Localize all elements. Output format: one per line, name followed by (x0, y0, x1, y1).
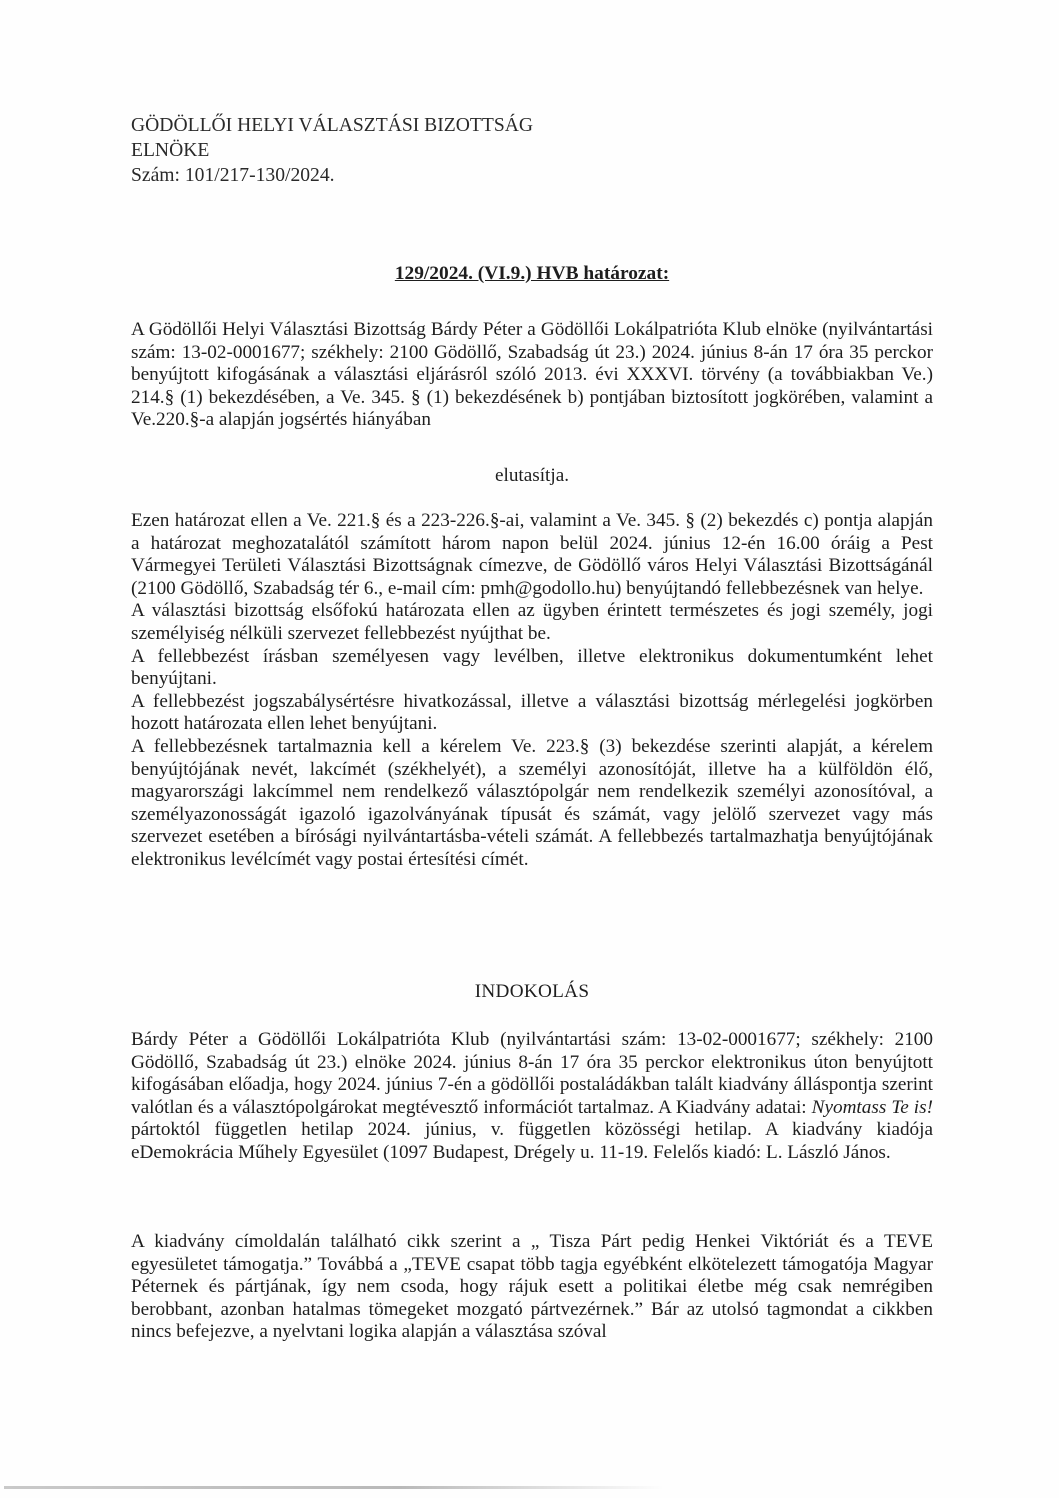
scan-edge-line (4, 1486, 664, 1489)
reasoning-heading: INDOKOLÁS (474, 981, 590, 1002)
publication-title: Nyomtass Te is! (811, 1096, 933, 1118)
document-header (131, 113, 933, 188)
reasoning-text: pártoktól független hetilap 2024. június, v. független közösségi hetilap. A kiadvány kiadója eDemokrácia Műhely Egyesület (1097 Budapest, Drégely u. 11-19. Felelős kiadó: L. László János. (131, 1119, 933, 1163)
reasoning-paragraph-2: A kiadvány címoldalán található cikk szerint a „ Tisza Párt pedig Henkei Viktóriát és a TEVE egyesületet támogatja.” Továbbá a „TEVE csapat több tagja egyébként elkötelezett támogatója Magyar Péternek és pártjának, így nem csoda, hogy rájuk esett a politikai életbe még csak nemrégiben berobbant, azonban hatalmas tömegeket mozgató pártvezérnek.” Bár az utolsó tagmondat a cikkben nincs befejezve, a nyelvtani logika alapján a választása szóval (131, 1231, 933, 1343)
appeal-paragraph: A választási bizottság elsőfokú határozata ellen az ügyben érintett természetes és jogi személy, jogi személyiség nélküli szervezet fellebbezést nyújthat be. (131, 600, 933, 644)
case-number: Szám: 101/217-130/2024. (131, 165, 335, 186)
appeal-paragraph: A fellebbezést írásban személyesen vagy levélben, illetve elektronikus dokumentumként lehet benyújtani. (131, 645, 933, 690)
reasoning-text: Bárdy Péter a Gödöllői Lokálpatrióta Klub (nyilvántartási szám: 13-02-0001677; székhely: 2100 Gödöllő, Szabadság út 23.) elnöke 2024. június 8-án 17 óra 35 perckor elektronikus úton benyújtott kifogásában előadja, hogy 2024. június 7-én a gödöllői postaládákban talált kiadvány álláspontja szerint valótlan és a választópolgárokat megtévesztő információt tartalmaz. A Kiadvány adatai: (131, 1029, 933, 1118)
resolution-title: 129/2024. (VI.9.) HVB határozat: (394, 263, 670, 284)
appeal-paragraph: Ezen határozat ellen a Ve. 221.§ és a 223-226.§-ai, valamint a Ve. 345. § (2) bekezdés c) pontja alapján a határozat meghozatalától számított három napon belül 2024. június 12-én 16.00 óráig a Pest Vármegyei Területi Választási Bizottságnak címezve, de Gödöllő város Helyi Választási Bizottságánál (2100 Gödöllő, Szabadság tér 6., e-mail cím: pmh@godollo.hu) benyújtandó fellebbezésnek van helye. (131, 510, 933, 599)
authority-name: GÖDÖLLŐI HELYI VÁLASZTÁSI BIZOTTSÁG (131, 115, 534, 136)
decision-verb: elutasítja. (494, 465, 570, 486)
appeal-section (131, 510, 933, 872)
authority-role: ELNÖKE (131, 140, 210, 161)
appeal-paragraph: A fellebbezést jogszabálysértésre hivatkozással, illetve a választási bizottság mérlegelési jogkörben hozott határozata ellen lehet benyújtani. (131, 690, 933, 735)
intro-paragraph: A Gödöllői Helyi Választási Bizottság Bárdy Péter a Gödöllői Lokálpatrióta Klub elnöke (nyilvántartási szám: 13-02-0001677; székhely: 2100 Gödöllő, Szabadság út 23.) 2024. június 8-án 17 óra 35 perckor benyújtott kifogásának a választási eljárásról szóló 2013. évi XXXVI. törvény (a továbbiakban Ve.) 214.§ (1) bekezdésében, a Ve. 345. § (1) bekezdésének b) pontjában biztosított jogkörében, valamint a Ve.220.§-a alapján jogsértés hiányában (131, 319, 933, 431)
appeal-paragraph: A fellebbezésnek tartalmaznia kell a kérelem Ve. 223.§ (3) bekezdése szerinti alapját, a kérelem benyújtójának nevét, lakcímét (székhelyét), a személyi azonosítóját, illetve ha a külföldön élő, magyarországi lakcímmel nem rendelkező választópolgár nem rendelkezik személyi azonosítóval, a személyazonosságát igazoló igazolványának típusát és számát, vagy jelölő szervezet vagy más szervezet esetében a bírósági nyilvántartásba-vételi számát. A fellebbezés tartalmazhatja benyújtójának elektronikus levélcímét vagy postai értesítési címét. (131, 735, 933, 870)
reasoning-paragraph-1 (131, 1029, 933, 1165)
